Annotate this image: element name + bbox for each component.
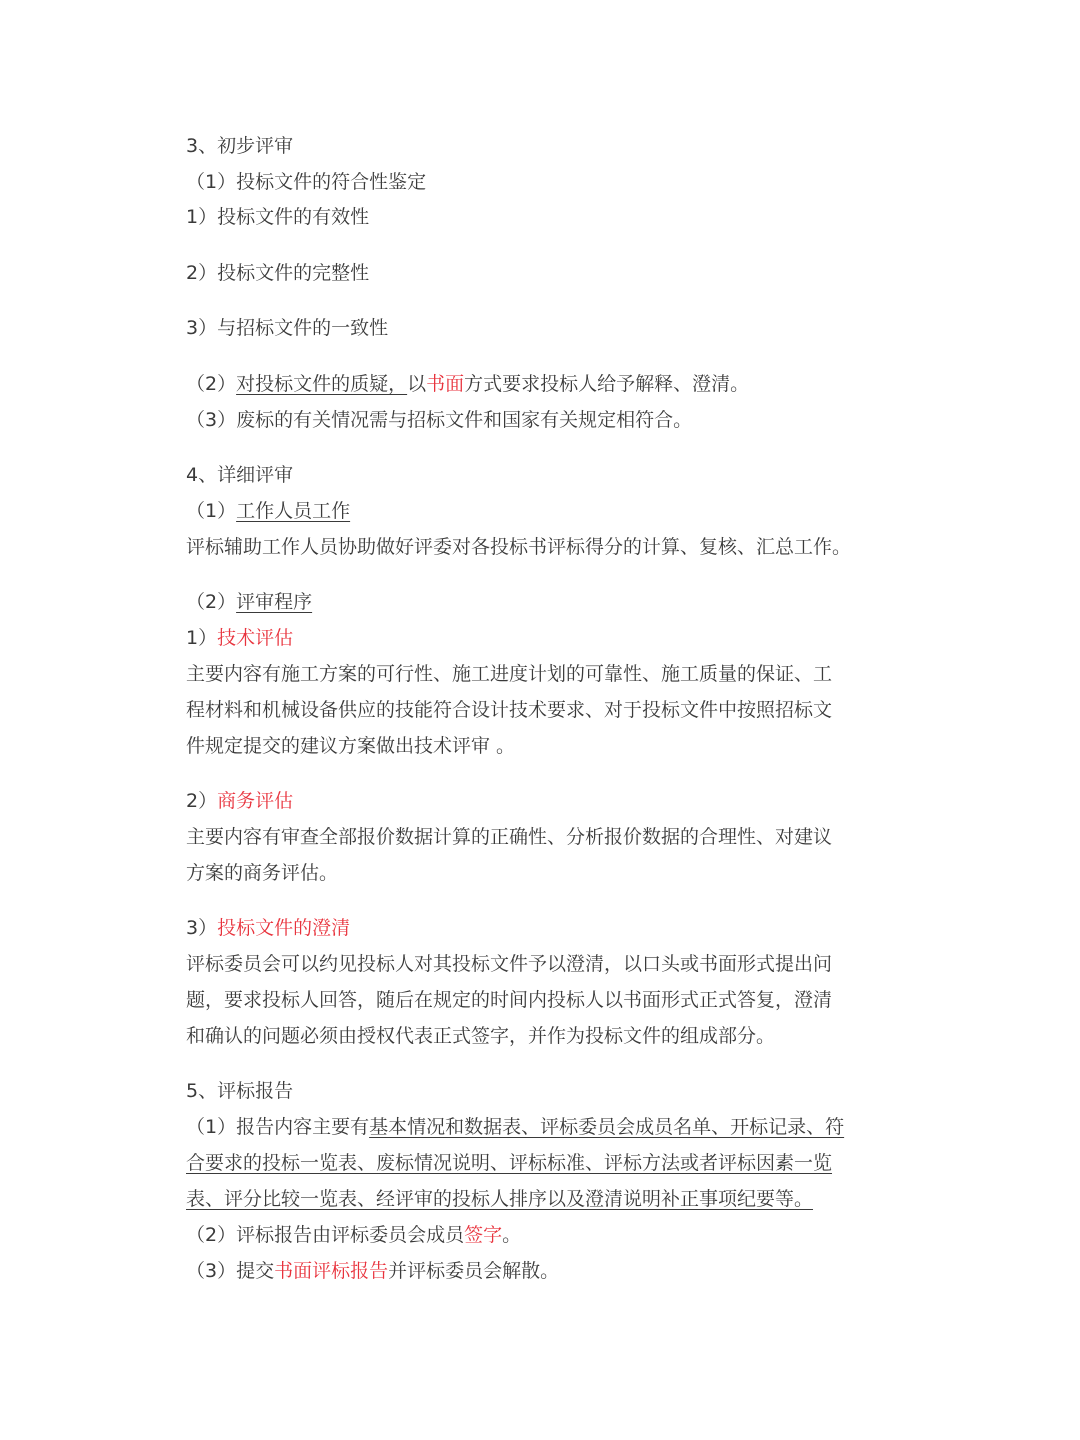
text-segment: （2）: [186, 591, 237, 613]
highlight-text: 商务评估: [217, 790, 294, 812]
text-line: [186, 316, 902, 340]
text-segment: 2）投标文件的完整性: [186, 262, 370, 284]
text-segment: 主要内容有施工方案的可行性、施工进度计划的可靠性、施工质量的保证、工: [186, 663, 833, 685]
text-line: [186, 1187, 902, 1211]
text-segment: 1）投标文件的有效性: [186, 206, 370, 228]
text-segment: 3、初步评审: [186, 135, 294, 157]
text-segment: 程材料和机械设备供应的技能符合设计技术要求、对于投标文件中按照招标文: [186, 699, 833, 721]
text-line: [186, 590, 902, 614]
text-line: [186, 988, 902, 1012]
text-line: [186, 408, 902, 432]
highlight-text: 签字: [464, 1224, 503, 1246]
text-segment: （1）投标文件的符合性鉴定: [186, 171, 427, 193]
text-segment: （1）报告内容主要有: [186, 1116, 370, 1138]
underlined-text: 评审程序: [236, 591, 313, 613]
text-line: [186, 825, 902, 849]
text-line: [186, 916, 902, 940]
highlight-text: 投标文件的澄清: [217, 917, 351, 939]
text-segment: 题，要求投标人回答，随后在规定的时间内投标人以书面形式正式答复，澄清: [186, 989, 833, 1011]
text-line: [186, 952, 902, 976]
text-line: [186, 1259, 902, 1283]
text-segment: （3）提交: [186, 1260, 275, 1282]
text-segment: 1）: [186, 627, 218, 649]
text-line: [186, 861, 902, 885]
highlight-text: 书面评标报告: [274, 1260, 389, 1282]
text-line: [186, 1223, 902, 1247]
text-segment: （2）评标报告由评标委员会成员: [186, 1224, 465, 1246]
underlined-text: 表、评分比较一览表、经评审的投标人排序以及澄清说明补正事项纪要等。: [186, 1188, 814, 1210]
text-segment: 件规定提交的建议方案做出技术评审 。: [186, 735, 516, 757]
text-line: [186, 1024, 902, 1048]
text-line: [186, 789, 902, 813]
text-line: [186, 134, 902, 158]
text-segment: （3）废标的有关情况需与招标文件和国家有关规定相符合。: [186, 409, 693, 431]
text-segment: 以: [407, 373, 427, 395]
text-line: [186, 1079, 902, 1103]
underlined-text: 工作人员工作: [236, 500, 351, 522]
text-segment: 评标辅助工作人员协助做好评委对各投标书评标得分的计算、复核、汇总工作。: [186, 536, 852, 558]
text-segment: 3）与招标文件的一致性: [186, 317, 389, 339]
text-line: [186, 1151, 902, 1175]
text-segment: 和确认的问题必须由授权代表正式签字，并作为投标文件的组成部分。: [186, 1025, 776, 1047]
text-segment: 方案的商务评估。: [186, 862, 339, 884]
highlight-text: 书面: [426, 373, 465, 395]
text-line: [186, 662, 902, 686]
text-line: [186, 499, 902, 523]
text-line: [186, 626, 902, 650]
text-segment: 3）: [186, 917, 218, 939]
underlined-text: 对投标文件的质疑，: [236, 373, 408, 395]
text-line: [186, 1115, 902, 1139]
text-line: [186, 170, 902, 194]
text-segment: 方式要求投标人给予解释、澄清。: [464, 373, 750, 395]
text-line: [186, 205, 902, 229]
text-line: [186, 372, 902, 396]
text-segment: 评标委员会可以约见投标人对其投标文件予以澄清，以口头或书面形式提出问: [186, 953, 833, 975]
text-segment: 。: [502, 1224, 522, 1246]
text-segment: （2）: [186, 373, 237, 395]
text-segment: 4、详细评审: [186, 464, 294, 486]
text-line: [186, 261, 902, 285]
underlined-text: 合要求的投标一览表、废标情况说明、评标标准、评标方法或者评标因素一览: [186, 1152, 833, 1174]
text-line: [186, 463, 902, 487]
text-line: [186, 535, 902, 559]
text-segment: 2）: [186, 790, 218, 812]
underlined-text: 基本情况和数据表、评标委员会成员名单、开标记录、符: [369, 1116, 845, 1138]
text-line: [186, 734, 902, 758]
text-segment: 5、评标报告: [186, 1080, 294, 1102]
text-segment: 主要内容有审查全部报价数据计算的正确性、分析报价数据的合理性、对建议: [186, 826, 833, 848]
text-line: [186, 698, 902, 722]
text-segment: 并评标委员会解散。: [388, 1260, 560, 1282]
highlight-text: 技术评估: [217, 627, 294, 649]
text-segment: （1）: [186, 500, 237, 522]
